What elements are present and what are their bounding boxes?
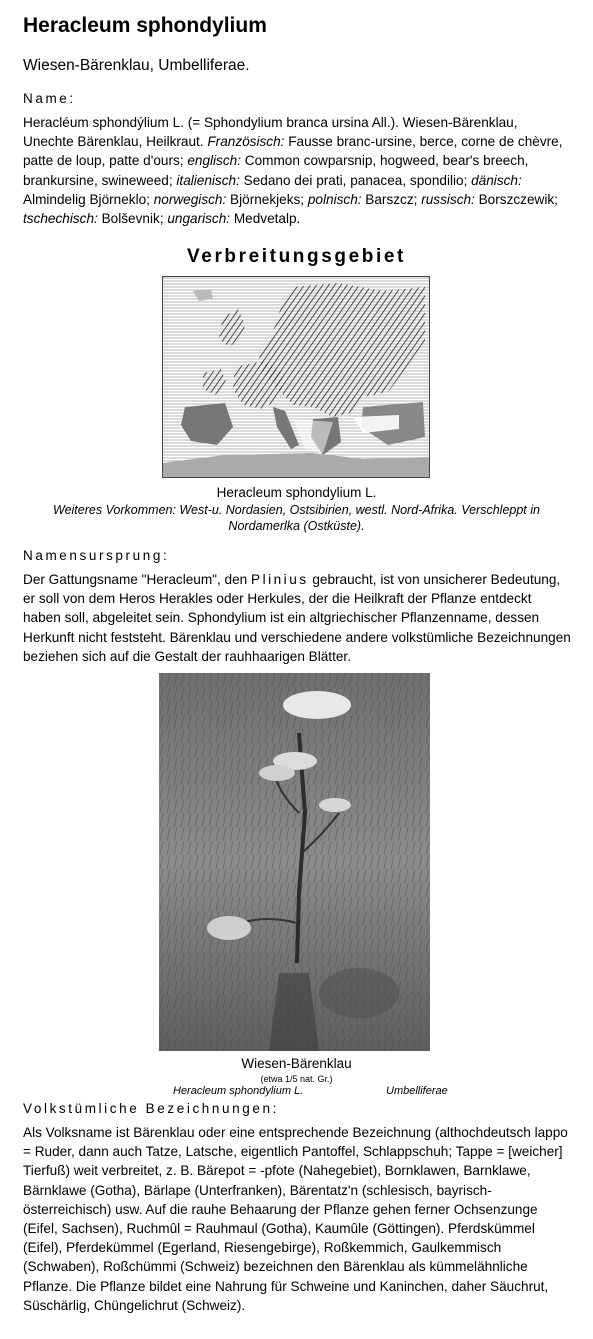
folk-paragraph: Als Volksname ist Bärenklau oder eine entsprechende Bezeichnung (althochdeutsch lappo = Ruder, dann auch Tatze, Latsche, eigentlich Pantoffel, Schlappschuh; Tappe = [weicher] Tierfuß) weit verbreitet, z. B. Bärepot = -pfote (Nahegebiet), Bornklawen, Barnklawe, Bärnklawe (Gotha), Bärlape (Unterfranken), Bärentatz'n (schlesisch, bayrisch-österreichisch) usw. Auf die rauhe Behaarung der Pflanze gehen ferner Ochsenzunge (Eifel, Sachsen), Ruchmûl = Rauhmaul (Gotha), Kaumûle (Göttingen). Pferdskümmel (Eifel), Pferdekümmel (Egerland, Riesengebirge), Roßkemmich, Gaulkemmisch (Schwaben), Roßchümmi (Schweiz) bezeichnen den Bärenklau als kümmelähnliche Pflanze. Die Pflanze bildet eine Nahrung für Schweine und Kaninchen, daher Säuchrut, Süschärlig, Chüngelichrut (Schweiz). xyxy=(23,1125,568,1313)
page-title: Heracleum sphondylium xyxy=(23,14,267,37)
photo-latin-name: Heracleum sphondylium L. xyxy=(173,1085,304,1097)
language-label: russisch: xyxy=(421,191,475,207)
distribution-map xyxy=(162,276,430,478)
language-label: polnisch: xyxy=(307,191,362,207)
photo-caption: Wiesen-Bärenklau xyxy=(241,1056,352,1071)
plant-photo-image xyxy=(159,673,430,1051)
language-label: italienisch: xyxy=(176,172,240,188)
folk-heading: Volkstümliche Bezeichnungen: xyxy=(23,1101,279,1116)
language-label: englisch: xyxy=(187,153,241,169)
map-note: Weiteres Vorkommen: West-u. Nordasien, Ostsibirien, westl. Nord-Afrika. Verschleppt in Nordamerlka (Ostküste). xyxy=(53,503,540,533)
origin-paragraph xyxy=(23,570,571,666)
name-text: Barszcz; xyxy=(361,191,422,207)
name-text: Björnekjeks; xyxy=(226,191,308,207)
name-text: Borszczewik; xyxy=(474,191,558,207)
origin-text: Der Gattungsname "Heracleum", den xyxy=(23,572,252,587)
name-text: Common cowparsnip, hogweed, bear's breech, brankursine, swineweed; xyxy=(23,153,529,188)
origin-text: gebraucht, ist von unsicherer Bedeutung, er soll von dem Heros Herakles oder Herkules, der die Heilkraft der Pflanze entdeckt haben soll, abgeleitet sein. Sphondylium ist ein altgriechischer Pflanzenname, dessen Herkunft nicht feststeht. Bärenklau und verschiedene andere volkstümliche Bezeichnungen beziehen sich auf die Gestalt der rauhhaarigen Blätter. xyxy=(23,572,571,664)
language-label: ungarisch: xyxy=(167,211,231,227)
distribution-heading: Verbreitungsgebiet xyxy=(187,246,406,267)
name-paragraph xyxy=(23,113,571,228)
name-text: Medvetalp. xyxy=(230,211,301,227)
map-caption: Heracleum sphondylium L. xyxy=(216,485,377,500)
photo-scale: (etwa 1/5 nat. Gr.) xyxy=(260,1074,333,1084)
page-subtitle: Wiesen-Bärenklau, Umbelliferae. xyxy=(23,57,250,74)
plant-photo xyxy=(159,673,430,1051)
europe-map-image xyxy=(163,277,429,477)
author-name: Plinius xyxy=(251,572,309,587)
language-label: tschechisch: xyxy=(23,211,98,227)
name-text: Almindelig Björneklo; xyxy=(23,191,154,207)
name-text: Sedano dei prati, panacea, spondilio; xyxy=(239,172,472,188)
photo-family: Umbelliferae xyxy=(386,1085,448,1097)
name-heading: Name: xyxy=(23,91,76,106)
origin-heading: Namensursprung: xyxy=(23,548,170,563)
name-text: Heracléum sphondýlium L. (= Sphondylium branca ursina All.). Wiesen-Bärenklau, Unechte Bärenklau, Heilkraut. xyxy=(23,115,518,150)
language-label: Französisch: xyxy=(207,134,285,150)
language-label: dänisch: xyxy=(471,172,522,188)
name-text: Bolševnik; xyxy=(97,211,168,227)
name-text: Fausse branc-ursine, berce, corne de chèvre, patte de loup, patte d'ours; xyxy=(23,134,563,169)
language-label: norwegisch: xyxy=(153,191,227,207)
